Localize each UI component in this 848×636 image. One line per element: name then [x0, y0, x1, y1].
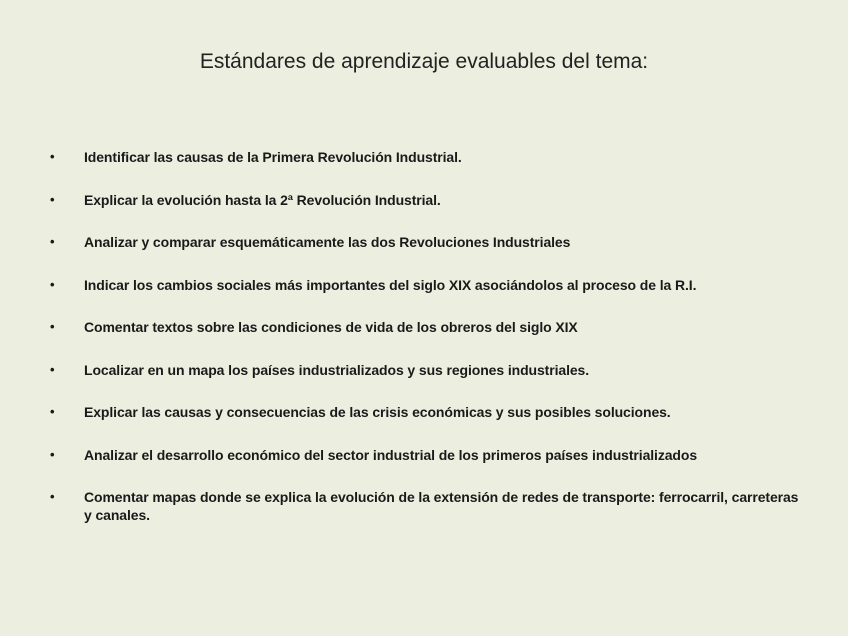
list-item-text: Identificar las causas de la Primera Revolución Industrial. [84, 149, 462, 165]
standards-list [48, 148, 808, 549]
list-item [48, 446, 808, 464]
bullet-icon: • [50, 489, 55, 504]
list-item-text: Localizar en un mapa los países industrializados y sus regiones industriales. [84, 361, 590, 378]
list-item [48, 318, 808, 336]
list-item [48, 276, 808, 294]
list-item [48, 191, 808, 209]
list-item-text: Explicar las causas y consecuencias de las crisis económicas y sus posibles soluciones. [84, 404, 671, 420]
list-item-text: Comentar mapas donde se explica la evolución de la extensión de redes de transporte: ferrocarril, carreteras y canales. [84, 489, 799, 523]
bullet-icon: • [50, 234, 55, 249]
list-item [48, 488, 808, 524]
list-item-text: Analizar y comparar esquemáticamente las dos Revoluciones Industriales [84, 234, 571, 250]
list-item-text: Indicar los cambios sociales más importantes del siglo XIX asociándolos al proceso de la R.I. [84, 276, 697, 293]
bullet-icon: • [50, 361, 55, 377]
list-item-text: Analizar el desarrollo económico del sector industrial de los primeros países industrializados [84, 446, 698, 463]
list-item [48, 361, 808, 379]
bullet-icon: • [50, 191, 55, 207]
bullet-icon: • [50, 446, 55, 462]
list-item [48, 233, 808, 251]
bullet-icon: • [50, 319, 55, 334]
bullet-icon: • [50, 404, 55, 419]
list-item [48, 148, 808, 166]
slide-title: Estándares de aprendizaje evaluables del tema: [199, 50, 649, 73]
list-item-text: Explicar la evolución hasta la 2ª Revolución Industrial. [84, 191, 441, 208]
list-item [48, 403, 808, 421]
list-item-text: Comentar textos sobre las condiciones de vida de los obreros del siglo XIX [84, 319, 578, 335]
bullet-icon: • [50, 149, 55, 164]
bullet-icon: • [50, 276, 55, 292]
